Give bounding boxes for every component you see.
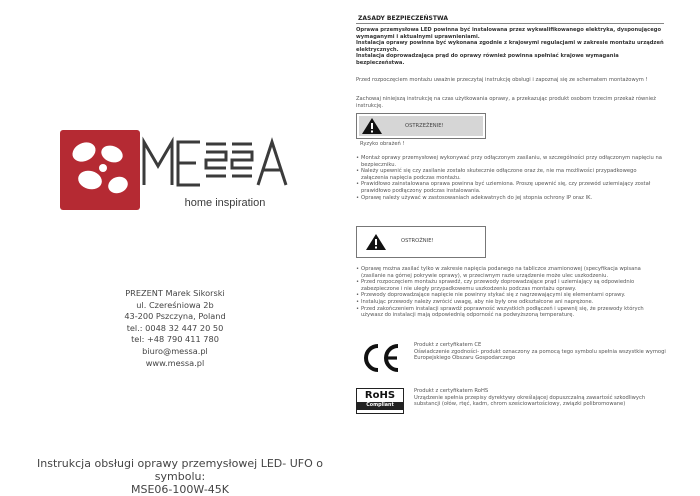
- list-item: • Instalując przewody należy zwrócić uwagę, aby nie były one odkształcone ani naprężone.: [356, 299, 664, 306]
- ce-mark-icon: [358, 342, 402, 374]
- ce-description: Oświadczenie zgodności- produkt oznaczony za pomocą tego symbolu spełnia wszystkie wymogi Europejskiego Obszaru Gospodarczego: [414, 348, 666, 362]
- ce-certificate-text: [414, 342, 670, 362]
- list-item: • Przed rozpoczęciem montażu sprawdź, czy przewody doprowadzające prąd i uziemiający są odpowiednio zabezpieczone i nie uległy przypadkowemu uszkodzeniu podczas montażu oprawy.: [356, 279, 664, 292]
- manual-title: [20, 457, 340, 496]
- manual-title-line1: Instrukcja obsługi oprawy przemysłowej LED- UFO o symbolu:: [37, 457, 323, 483]
- keep-instructions-note: Zachowaj niniejszą instrukcję na czas użytkowania oprawy, a przekazując produkt osobom trzecim przekaż również instrukcję.: [356, 96, 656, 109]
- rohs-description: Urządzenie spełnia przepisy dyrektywy określającej dopuszczalną zawartość szkodliwych substancji (ołów, rtęć, kadm, chrom sześciowartościowy, związki polibromowane): [414, 394, 646, 408]
- company-line: 43-200 Pszczyna, Poland: [124, 311, 226, 322]
- company-address: [100, 288, 250, 369]
- bold-paragraph: Instalacja oprawy powinna być wykonana zgodnie z krajowymi regulacjami w zakresie montażu urządzeń elektrycznych.: [356, 40, 664, 53]
- warning-label: OSTRZEŻENIE!: [405, 123, 444, 129]
- caution-box: [356, 226, 486, 258]
- warning-box: [356, 113, 486, 139]
- list-item: • Oprawę można zasilać tylko w zakresie napięcia podanego na tabliczce znamionowej (specyfikacja wpisana (zasilanie na górnej pokrywie oprawy), w przeciwnym razie urządzenie może ulec uszkodzeniu.: [356, 266, 664, 279]
- caution-label: OSTROŻNIE!: [401, 238, 434, 244]
- rohs-compliant: Compliant: [357, 402, 403, 410]
- bold-paragraph: Instalacja doprowadzająca prąd do oprawy również powinna spełniać krajowe wymagania bezpieczeństwa.: [356, 53, 619, 66]
- safety-heading: ZASADY BEZPIECZEŃSTWA: [358, 15, 448, 22]
- flower-icon: [60, 130, 140, 210]
- rohs-badge-icon: [356, 388, 404, 414]
- company-line: ul. Czereśniowa 2b: [136, 299, 214, 310]
- rohs-title: Produkt z certyfikatem RoHS: [414, 388, 489, 394]
- rohs-symbol: RoHS: [364, 390, 396, 401]
- read-instructions-note: Przed rozpoczęciem montażu uważnie przeczytaj instrukcję obsługi i zapoznaj się ze schematem montażowym !: [356, 77, 648, 83]
- heading-divider: [356, 23, 664, 24]
- list-item: • Montaż oprawy przemysłowej wykonywać przy odłączonym zasilaniu, w szczególności przy odłączonym napięciu na bezpieczniku.: [356, 155, 664, 168]
- company-line: tel.: 0048 32 447 20 50: [126, 322, 224, 333]
- manual-title-line2: MSE06-100W-45K: [131, 483, 229, 496]
- company-line: biuro@messa.pl: [142, 345, 208, 356]
- injury-risk-text: Ryzyko obrażeń !: [360, 141, 405, 147]
- safety-intro: [356, 27, 664, 67]
- messa-wordmark: [144, 142, 286, 185]
- company-line: www.messa.pl: [145, 357, 205, 368]
- list-item: • Prawidłowo zainstalowana oprawa powinna być uziemiona. Proszę upewnić się, czy przewód uziemiający został prawidłowo podłączony podczas instalowania.: [356, 181, 664, 194]
- brand-tagline: home inspiration: [184, 197, 266, 209]
- brand-logo: [60, 130, 300, 225]
- messa-logo-graphic: [60, 130, 300, 225]
- company-line: PREZENT Marek Sikorski: [125, 288, 225, 298]
- warning-list: [356, 155, 664, 201]
- list-item: • Oprawę należy używać w zastosowaniach adekwatnych do jej stopnia ochrony IP oraz IK.: [356, 195, 664, 202]
- list-item: • Przed zakończeniem instalacji sprawdź poprawność wszystkich podłączeń i upewnij się, że przewody których używasz do instalacji mają odpowiednią odporność na podwyższoną temperaturę.: [356, 306, 664, 319]
- bold-paragraph: Oprawa przemysłowa LED powinna być instalowana przez wykwalifikowanego elektryka, dysponującego wymaganymi i aktualnymi uprawnieniami.: [356, 27, 662, 40]
- list-item: • Należy upewnić się czy zasilanie zostało skutecznie odłączone oraz że, nie ma możliwości przypadkowego załączenia napięcia podczas montażu.: [356, 168, 664, 181]
- company-line: tel: +48 790 411 780: [131, 334, 219, 345]
- caution-triangle-icon: [365, 233, 387, 251]
- ce-title: Produkt z certyfikatem CE: [414, 342, 482, 348]
- list-item: • Przewody doprowadzające napięcie nie powinny stykać się z nagrzewającymi się elementami oprawy.: [356, 292, 664, 299]
- rohs-certificate-text: [414, 388, 670, 408]
- caution-list: [356, 266, 664, 319]
- warning-triangle-icon: [361, 117, 383, 135]
